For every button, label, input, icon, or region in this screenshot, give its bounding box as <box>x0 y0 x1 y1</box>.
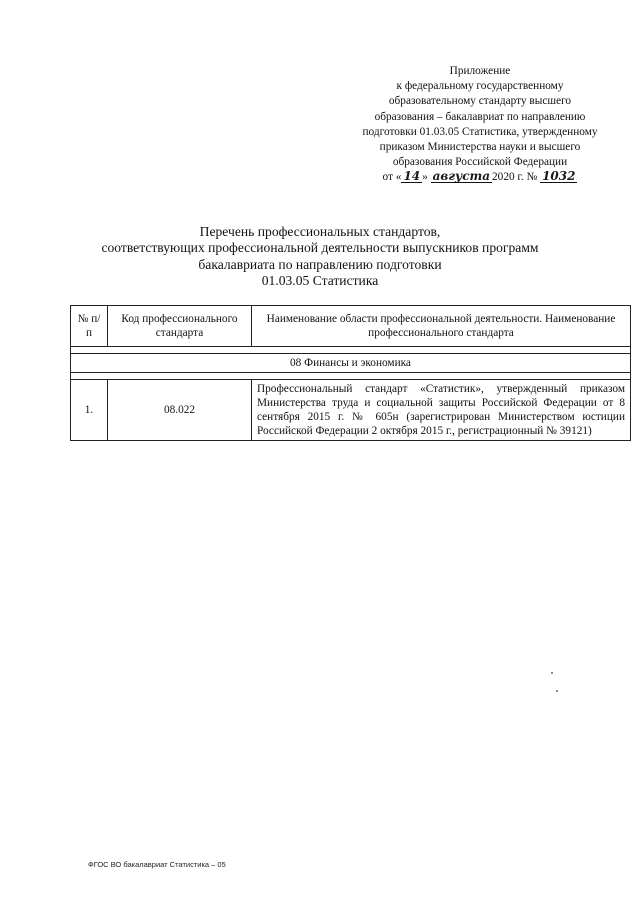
table-separator <box>71 373 631 380</box>
appendix-line: образования Российской Федерации <box>392 156 568 169</box>
standards-table <box>70 305 631 441</box>
header-num: № п/п <box>71 306 108 347</box>
appendix-heading: Приложение <box>449 65 511 77</box>
table-separator <box>71 347 631 354</box>
appendix-date-line <box>330 170 630 185</box>
appendix-line: к федеральному государственному <box>396 80 564 93</box>
date-prefix: от « <box>382 171 402 184</box>
row-code: 08.022 <box>108 380 252 441</box>
separator-cell <box>71 347 631 354</box>
table-header-row <box>71 306 631 347</box>
title-line: 01.03.05 Статистика <box>261 273 379 289</box>
appendix-line: приказом Министерства науки и высшего <box>379 141 581 154</box>
appendix-line: образовательному стандарту высшего <box>388 95 572 108</box>
handwritten-order-number: 1032 <box>542 169 576 184</box>
scan-speck <box>551 672 553 674</box>
page-footer: ФГОС ВО бакалавриат Статистика – 05 <box>88 860 226 869</box>
handwritten-month: августа <box>432 169 491 184</box>
area-cell: 08 Финансы и экономика <box>71 354 631 373</box>
date-year: 2020 г. № <box>492 171 538 184</box>
area-row <box>71 354 631 373</box>
header-name: Наименование области профессиональной деятельности. Наименование профессионального стандарта <box>252 306 631 347</box>
row-desc: Профессиональный стандарт «Статистик», утвержденный приказом Министерства труда и социальной защиты Российской Федерации от 8 сентября 2015 г. № 605н (зарегистрирован Министерством юстиции Российской Федерации 2 октября 2015 г., регистрационный № 39121) <box>252 380 631 441</box>
title-line: бакалавриата по направлению подготовки <box>198 256 442 272</box>
row-num: 1. <box>71 380 108 441</box>
title-line: Перечень профессиональных стандартов, <box>199 224 441 239</box>
handwritten-day: 14 <box>403 169 421 184</box>
appendix-line: образования – бакалавриат по направлению <box>374 110 586 123</box>
appendix-line: подготовки 01.03.05 Статистика, утвержденному <box>362 125 598 138</box>
separator-cell <box>71 373 631 380</box>
appendix-block <box>330 64 630 186</box>
document-title <box>40 224 600 290</box>
table-row <box>71 380 631 441</box>
title-line: соответствующих профессиональной деятельности выпускников программ <box>101 240 539 256</box>
date-mid: » <box>422 171 428 184</box>
header-code: Код профессионального стандарта <box>108 306 252 347</box>
scan-speck <box>556 690 558 692</box>
